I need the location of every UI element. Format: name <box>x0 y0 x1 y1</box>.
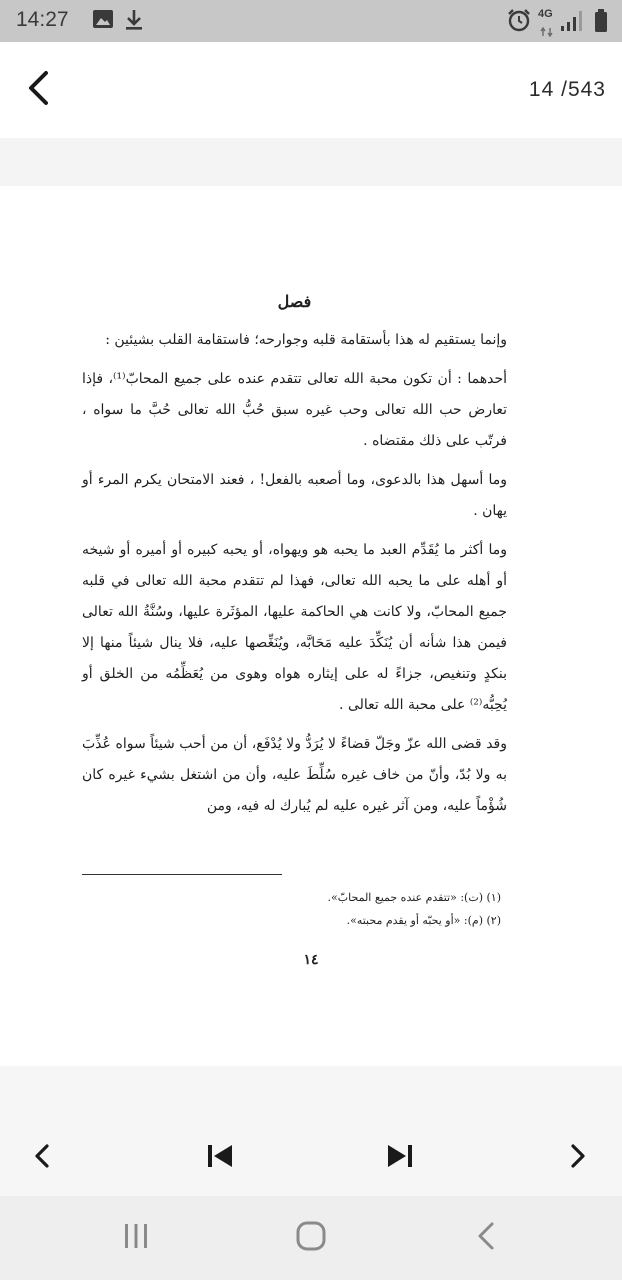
home-icon <box>295 1221 327 1255</box>
back-button[interactable] <box>14 64 62 116</box>
chevron-right-icon <box>569 1143 587 1173</box>
alarm-icon <box>506 8 532 36</box>
paragraph: وما أكثر ما يُقَدِّم العبد ما يحبه هو ويهواه، أو يحبه كبيره أو أميره أو شيخه أو أهله على ما يحبه الله تعالى، فهذا لم تتقدم محبة الله تعالى في قلبه جميع المحابّ، ولا كانت هي الحاكمة عليها، المؤثَرة عليها، وسُنَّةُ الله تعالى فيمن هذا شأنه أن يُنَكِّدَ عليه مَحَابَّه، ويُنَغِّصها عليه، فلا ينال شيئاً منها إلا بنكدٍ وتنغيص، جزاءً له على إيثاره هواه وهوى من يُعَظِّمُه من الخلق أو يُحِبُّه⁽²⁾ على محبة الله تعالى . <box>82 542 507 713</box>
next-page-button[interactable] <box>556 1136 600 1180</box>
book-text <box>82 292 507 830</box>
reader-toolbar <box>0 1066 622 1196</box>
image-icon <box>92 9 114 33</box>
skip-previous-icon <box>206 1143 234 1173</box>
recent-apps-icon <box>121 1222 151 1254</box>
battery-icon <box>594 9 608 37</box>
footnote: (٢) (م): «أو يحبّه أو يقدم محبته». <box>346 914 501 927</box>
section-title: فصل <box>277 292 312 311</box>
footnote-divider <box>82 874 282 875</box>
page-counter: 14 /543 <box>528 78 606 101</box>
previous-page-button[interactable] <box>20 1136 64 1180</box>
paragraph: وإنما يستقيم له هذا بأستقامة قلبه وجوارحه؛ فاستقامة القلب بشيئين : <box>105 332 507 348</box>
system-nav-bar <box>0 1196 622 1280</box>
signal-icon <box>560 10 584 36</box>
content-top-margin <box>0 138 622 186</box>
status-bar <box>0 0 622 42</box>
paragraph: وما أسهل هذا بالدعوى، وما أصعبه بالفعل! ، فعند الامتحان يكرم المرء أو يهان . <box>82 472 507 519</box>
system-back-button[interactable] <box>462 1216 510 1260</box>
book-page[interactable] <box>0 186 622 1066</box>
skip-next-icon <box>386 1143 414 1173</box>
footnotes <box>82 886 507 932</box>
status-time: 14:27 <box>16 8 69 31</box>
data-arrows-icon <box>540 22 554 41</box>
home-button[interactable] <box>287 1216 335 1260</box>
last-page-button[interactable] <box>378 1136 422 1180</box>
paragraph: وقد قضى الله عزّ وجَلّ قضاءً لا يُرَدُّ ولا يُدْفَع، أن من أحب شيئاً سواه عُذِّبَ به ولا بُدّ، وأنّ من خاف غيره سُلِّطَ عليه، وأن من اشتغل بشيء غيره كان شُؤْماً عليه، ومن آثر غيره عليه لم يُبارك له فيه، ومن <box>82 736 507 814</box>
network-type-label: 4G <box>538 8 553 20</box>
first-page-button[interactable] <box>198 1136 242 1180</box>
page-number: ١٤ <box>303 952 319 968</box>
recent-apps-button[interactable] <box>112 1216 160 1260</box>
download-icon <box>124 9 144 35</box>
paragraph: أحدهما : أن تكون محبة الله تعالى تتقدم عنده على جميع المحابّ⁽¹⁾، فإذا تعارض حب الله تعالى وحب غيره سبق حُبُّ الله تعالى حُبَّ ما سواه ، فرتّب على ذلك مقتضاه . <box>82 371 507 449</box>
app-header <box>0 42 622 138</box>
back-icon <box>476 1221 496 1255</box>
chevron-left-icon <box>25 70 51 110</box>
chevron-left-icon <box>33 1143 51 1173</box>
footnote: (١) (ت): «تتقدم عنده جميع المحابّ». <box>327 891 501 904</box>
